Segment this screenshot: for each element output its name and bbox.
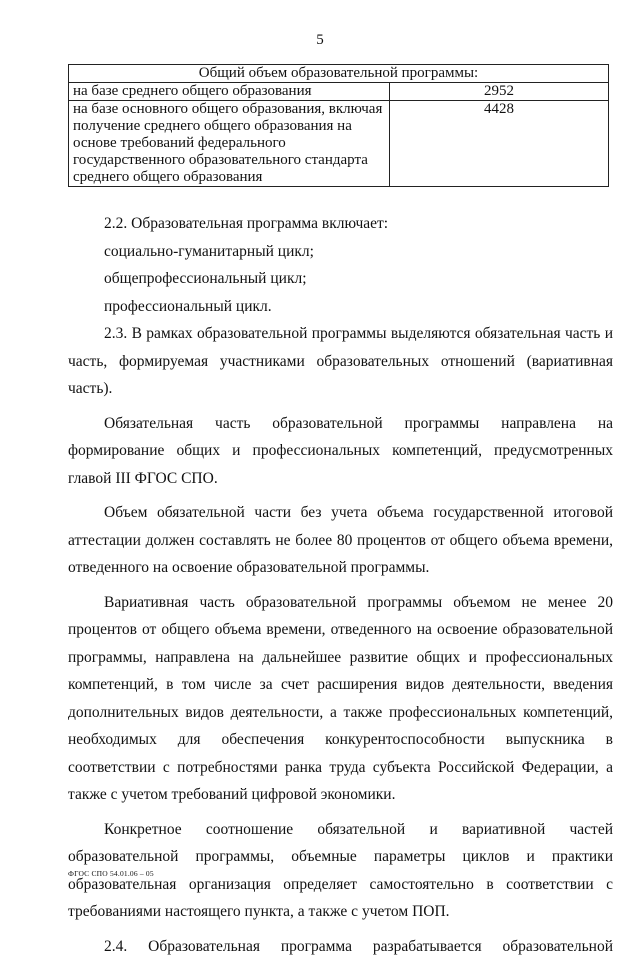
table-cell-value: 4428 <box>390 101 609 187</box>
list-item: социально-гуманитарный цикл; <box>68 238 613 266</box>
list-item: профессиональный цикл. <box>68 293 613 321</box>
volume-table <box>68 64 609 187</box>
list-item: общепрофессиональный цикл; <box>68 265 613 293</box>
page-number: 5 <box>0 32 640 49</box>
table-header-row <box>69 65 609 83</box>
paragraph-2-4: 2.4. Образовательная программа разрабатывается образовательной <box>68 933 613 960</box>
paragraph: Обязательная часть образовательной программы направлена на формирование общих и профессиональных компетенций, предусмотренных главой III ФГОС СПО. <box>68 410 613 493</box>
document-body <box>68 210 613 960</box>
table-row <box>69 83 609 101</box>
table-cell-label: на базе основного общего образования, включая получение среднего общего образования на основе требований федерального государственного образовательного стандарта среднего общего образования <box>69 101 390 187</box>
table-cell-label: на базе среднего общего образования <box>69 83 390 101</box>
paragraph: Объем обязательной части без учета объема государственной итоговой аттестации должен составлять не более 80 процентов от общего объема времени, отведенного на освоение образовательной программы. <box>68 499 613 582</box>
paragraph: Конкретное соотношение обязательной и вариативной частей образовательной программы, объемные параметры циклов и практики образовательная организация определяет самостоятельно в соответствии с требованиями настоящего пункта, а также с учетом ПОП. <box>68 816 613 926</box>
table-cell-value: 2952 <box>390 83 609 101</box>
table-header: Общий объем образовательной программы: <box>69 65 609 83</box>
paragraph: Вариативная часть образовательной программы объемом не менее 20 процентов от общего объема времени, отведенного на освоение образовательной программы, направлена на дальнейшее развитие общих и профессиональных компетенций, в том числе за счет расширения видов деятельности, введения дополнительных видов деятельности, а также профессиональных компетенций, необходимых для обеспечения конкурентоспособности выпускника в соответствии с потребностями ранка труда субъекта Российской Федерации, а также с учетом требований цифровой экономики. <box>68 589 613 809</box>
paragraph-2-2: 2.2. Образовательная программа включает: <box>68 210 613 238</box>
footer-code: ФГОС СПО 54.01.06 – 05 <box>68 869 154 878</box>
paragraph-2-3: 2.3. В рамках образовательной программы выделяются обязательная часть и часть, формируемая участниками образовательных отношений (вариативная часть). <box>68 320 613 403</box>
table-row <box>69 101 609 187</box>
